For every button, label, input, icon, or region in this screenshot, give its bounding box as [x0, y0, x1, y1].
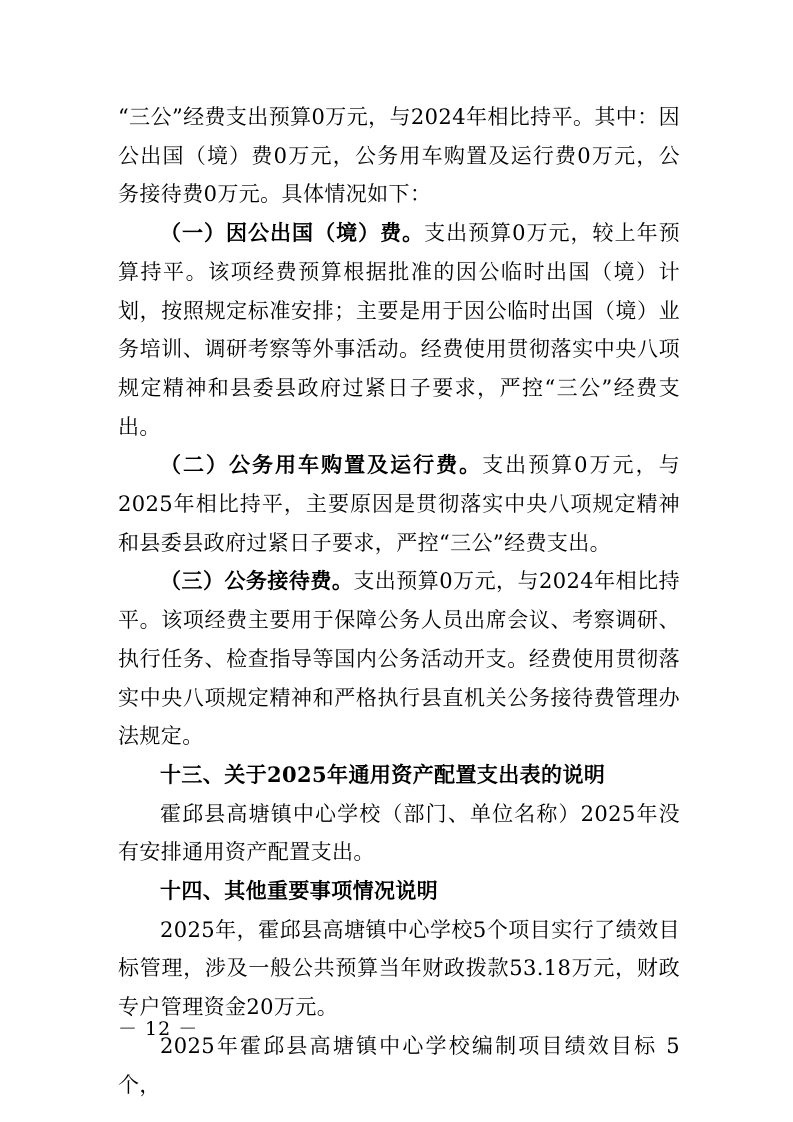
paragraph-overseas-travel-body: 支出预算0万元，较上年预算持平。该项经费预算根据批准的因公临时出国（境）计划，按照规定标准安排；主要是用于因公临时出国（境）业务培训、调研考察等外事活动。经费使用贯彻落实中央八项规定精神和县委县政府过紧日子要求，严控“三公”经费支出。: [118, 221, 680, 439]
paragraph-three-public-expenses: “三公”经费支出预算0万元，与2024年相比持平。其中：因公出国（境）费0万元，公务用车购置及运行费0万元，公务接待费0万元。具体情况如下：: [118, 105, 680, 207]
paragraph-reception-expenses: [118, 562, 680, 756]
section-heading-13: 十三、关于2025年通用资产配置支出表的说明: [160, 761, 606, 787]
subheading-reception-expenses: （三）公务接待费。: [160, 568, 354, 594]
subheading-vehicle-expenses: （二）公务用车购置及运行费。: [160, 452, 483, 478]
paragraph-performance-management: 2025年，霍邱县高塘镇中心学校5个项目实行了绩效目标管理，涉及一般公共预算当年财政拨款53.18万元，财政专户管理资金20万元。: [118, 917, 680, 1020]
paragraph-reception-expenses-body: 支出预算0万元，与2024年相比持平。该项经费主要用于保障公务人员出席会议、考察调研、执行任务、检查指导等国内公务活动开支。经费使用贯彻落实中央八项规定精神和严格执行县直机关公务接待费管理办法规定。: [118, 569, 680, 749]
page-number: － 12 －: [118, 1018, 199, 1040]
section-heading-14: 十四、其他重要事项情况说明: [160, 878, 439, 904]
paragraph-overseas-travel: [118, 214, 680, 446]
paragraph-vehicle-expenses-body: 支出预算0万元，与2025年相比持平，主要原因是贯彻落实中央八项规定精神和县委县政府过紧日子要求，严控“三公”经费支出。: [118, 453, 680, 555]
paragraph-vehicle-expenses: [118, 446, 680, 562]
paragraph-performance-targets: 2025年霍邱县高塘镇中心学校编制项目绩效目标 5个，: [118, 1033, 680, 1097]
body-text: [118, 98, 680, 1104]
subheading-overseas-travel: （一）因公出国（境）费。: [160, 220, 425, 246]
paragraph-asset-allocation: 霍邱县高塘镇中心学校（部门、单位名称）2025年没有安排通用资产配置支出。: [118, 801, 680, 865]
